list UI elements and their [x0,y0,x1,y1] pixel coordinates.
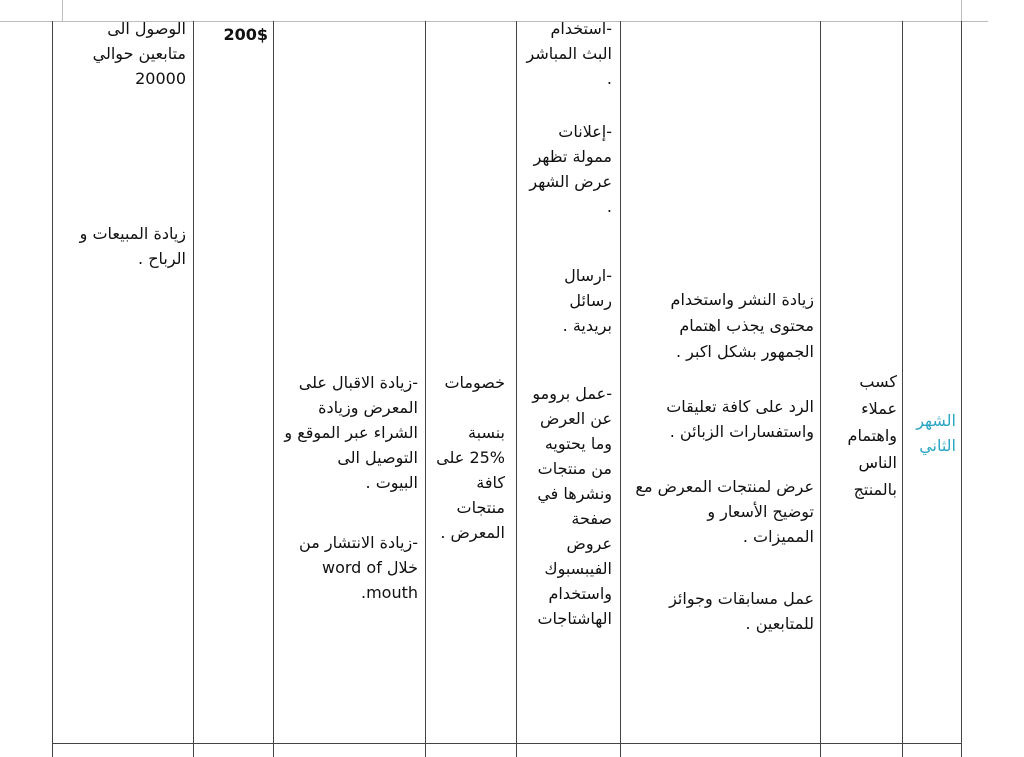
kpi-item: الوصول الى متابعين حوالي 20000 [92,19,186,88]
expected-item: -زيادة الاقبال على المعرض وزيادة الشراء عبر الموقع و التوصيل الى البيوت . [284,373,418,492]
column-border [902,21,903,757]
activity-item: زيادة النشر واستخدام محتوى يجذب اهتمام الجمهور بشكل اكبر . [670,290,814,361]
month-cell [904,408,956,458]
activity-item: عمل مسابقات وجوائز للمتابعين . [669,589,814,633]
month-label: الشهر الثاني [916,411,956,455]
column-border [820,21,821,757]
channel-item: -إعلانات ممولة تظهر عرض الشهر . [529,122,612,216]
channels-cell [520,16,612,631]
offer-text: خصومات بنسبة 25% على كافة منتجات المعرض . [436,373,505,542]
column-border [193,21,194,757]
objective-text: كسب عملاء واهتمام الناس بالمنتج [847,372,897,499]
kpi-cell [58,16,186,271]
expected-item: -زيادة الانتشار من خلال word of mouth. [299,533,418,602]
column-border [273,21,274,757]
bottom-border [52,743,961,744]
channel-item: -استخدام البث المباشر . [526,19,612,88]
page-margin-right [961,0,962,21]
column-border [961,21,962,757]
activities-cell [624,287,814,636]
column-border [620,21,621,757]
expected-results-cell [278,370,418,605]
kpi-item: زيادة المبيعات و الرباح . [79,224,186,268]
channel-item: -ارسال رسائل بريدية . [562,266,612,335]
activity-item: الرد على كافة تعليقات واستفسارات الزبائن . [666,397,814,441]
offer-cell [429,370,505,545]
channel-item: -عمل برومو عن العرض وما يحتويه من منتجات ونشرها في صفحة عروض الفيبسبوك واستخدام الهاشتاجات [532,384,612,628]
activity-item: عرض لمنتجات المعرض مع توضيح الأسعار و المميزات . [635,477,814,546]
column-border [425,21,426,757]
column-border [52,21,53,757]
budget-value: 200$ [223,25,268,44]
budget-cell [198,22,268,47]
objective-cell [825,368,897,503]
column-border [516,21,517,757]
